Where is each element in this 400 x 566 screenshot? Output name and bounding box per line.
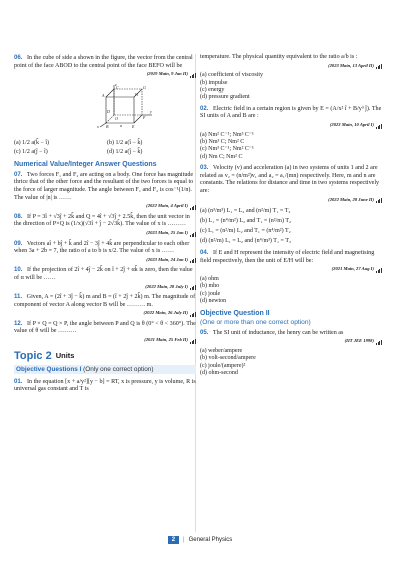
option-c[interactable]: (c) L₁ = (n²/m) L₂ and T₁ = (n⁴/m²) T₂ xyxy=(200,228,291,235)
question-02 xyxy=(200,105,382,129)
question-number: 05. xyxy=(200,328,209,336)
question-08 xyxy=(14,213,196,237)
question-source: (2019 Main, 9 Jan II) xyxy=(14,70,196,78)
left-column xyxy=(14,54,196,397)
question-07 xyxy=(14,171,196,210)
question-12 xyxy=(14,320,196,344)
difficulty-bars-icon xyxy=(376,196,382,204)
option-d[interactable]: (d) ohm-second xyxy=(200,370,238,376)
option-d[interactable]: (d) Nm C; Nm² C xyxy=(200,153,243,160)
vertex-label-a: A xyxy=(102,92,105,98)
question-text: If P = 3î + √3ĵ + 2k̂ and Q = 4î + √3ĵ + 2.5k̂, then the unit vector in the direction of P×Q is (1/x)(√3î + ĵ − 2√3k̂). The value of x is ……… xyxy=(14,213,190,228)
vertex-label-c: C xyxy=(116,84,119,90)
question-06 xyxy=(14,54,196,78)
option-d[interactable]: (d) newton xyxy=(200,298,227,305)
vertex-label-g: G xyxy=(143,84,146,90)
option-a[interactable]: (a) coefficient of viscosity xyxy=(200,72,264,79)
option-a[interactable]: (a) (n³/m³) L₁ = L₂ and (n²/m) T₁ = T₂ xyxy=(200,208,291,215)
vertex-label-d: D xyxy=(107,108,110,114)
question-number: 04. xyxy=(200,249,209,257)
options-05 xyxy=(200,348,382,378)
question-number: 06. xyxy=(14,54,23,61)
options-01 xyxy=(200,72,382,102)
axis-label-x: x xyxy=(97,123,99,129)
question-number: 03. xyxy=(200,164,209,172)
option-b[interactable]: (b) impulse xyxy=(200,79,228,86)
options-03 xyxy=(200,206,382,246)
question-text: temperature. The physical quantity equivalent to the ratio a/b is : xyxy=(200,54,358,60)
question-text: Two forces F₁ and F₂ are acting on a body. One force has magnitude thrice that of the other force and the resultant of the two forces is equal to the force of larger magnitude. The angle between F₁ and F₂ is cos⁻¹(1/n). The value of |n| is …… xyxy=(14,171,194,201)
question-source: (2022 Main, 4 April I) xyxy=(14,202,196,210)
question-source: (2023 Main, 13 April II) xyxy=(200,62,382,70)
option-b[interactable]: (b) mho xyxy=(200,283,220,290)
topic-label: Topic 2 xyxy=(14,349,52,362)
question-11 xyxy=(14,293,196,317)
question-05 xyxy=(200,329,382,345)
difficulty-bars-icon xyxy=(190,229,196,237)
vertex-label-b: B xyxy=(106,123,109,129)
option-d[interactable]: (d) (n²/m) L₁ = L₂ and (n⁴/m³) T₁ = T₂ xyxy=(200,238,292,245)
difficulty-bars-icon xyxy=(376,337,382,345)
question-04 xyxy=(200,249,382,273)
page-number: 2 xyxy=(168,536,179,544)
question-text: In the cube of side a shown in the figure, the vector from the central point of the face ABOD to the central point of the face BEFO will be xyxy=(14,55,193,69)
footer-title: General Physics xyxy=(188,537,233,543)
question-number: 12. xyxy=(14,319,23,327)
cube-diagram xyxy=(94,83,154,129)
question-text: If P × Q = Q × P, the angle between P and Q is θ (0° < θ < 360°). The value of θ will be ……… xyxy=(14,320,196,335)
question-text: Given, A = (2î + 3ĵ − k̂) m and B = (î + 2ĵ + 2k̂) m. The magnitude of component of vector A along vector B will be ……… m. xyxy=(14,294,196,308)
section-note: (One or more than one correct option) xyxy=(200,318,311,326)
option-b[interactable]: (b) 1/2 a(î − k̂) xyxy=(107,139,143,146)
option-a[interactable]: (a) Nm² C⁻¹; Nm³ C⁻¹ xyxy=(200,131,254,138)
question-text: If the projection of 2î + 4ĵ − 2k̂ on î + 2ĵ + αk̂ is zero, then the value of α will be …… xyxy=(14,267,193,281)
question-text: Velocity (v) and acceleration (a) in two systems of units 1 and 2 are related as v₂ = (n/m²)v₁ and a₂ = a₁/(mn) respectively. Here, m and n are constants. The relations for distance and time in two systems respectively are: xyxy=(200,165,380,194)
difficulty-bars-icon xyxy=(190,336,196,344)
option-b[interactable]: (b) L₁ = (n⁴/m²) L₂ and T₁ = (n²/m) T₂ xyxy=(200,218,292,225)
vertex-label-e: E xyxy=(132,123,135,129)
question-number: 02. xyxy=(200,104,209,112)
option-a[interactable]: (a) 1/2 a(k̂ − î) xyxy=(14,139,50,146)
vertex-label-o: O xyxy=(115,115,118,121)
difficulty-bars-icon xyxy=(376,121,382,129)
question-source: (IIT JEE 1998) xyxy=(200,337,382,345)
difficulty-bars-icon xyxy=(190,283,196,291)
vertex-label-f: F xyxy=(143,114,146,120)
question-03 xyxy=(200,164,382,203)
difficulty-bars-icon xyxy=(376,62,382,70)
question-number: 08. xyxy=(14,212,23,220)
question-source: (2022 Main, 26 July II) xyxy=(14,309,196,317)
side-label-a: a xyxy=(120,122,122,128)
section-note: (Only one correct option) xyxy=(83,365,154,373)
vertex-label-h: H xyxy=(135,91,138,97)
footer-separator: | xyxy=(183,537,185,543)
topic-heading xyxy=(14,350,196,362)
question-text: In the equation [x + a/y²][y − b] = RT, x is pressure, y is volume, R is universal gas constant and T is xyxy=(14,378,196,393)
question-09 xyxy=(14,240,196,264)
question-number: 10. xyxy=(14,266,23,274)
question-number: 01. xyxy=(14,377,23,385)
axis-label-y: y xyxy=(150,108,152,114)
question-source: (2023 Main, 10 April I) xyxy=(200,121,382,129)
question-number: 09. xyxy=(14,239,23,247)
question-01 xyxy=(14,378,196,394)
difficulty-bars-icon xyxy=(190,309,196,317)
question-text: If E and H represent the intensity of electric field and magnetising field respectively, then the unit of E/H will be: xyxy=(200,250,375,264)
question-text: The SI unit of inductance, the henry can be written as xyxy=(212,329,344,336)
question-10 xyxy=(14,266,196,290)
question-source: (2021 Main, 25 Feb II) xyxy=(14,336,196,344)
options-06 xyxy=(14,139,196,157)
options-02 xyxy=(200,132,382,162)
option-d[interactable]: (d) 1/2 a(ĵ − k̂) xyxy=(107,148,143,155)
difficulty-bars-icon xyxy=(190,202,196,210)
difficulty-bars-icon xyxy=(190,70,196,78)
question-source: (2022 Main, 28 June II) xyxy=(200,196,382,204)
option-c[interactable]: (c) joule/(ampere)² xyxy=(200,362,246,369)
right-column xyxy=(200,54,382,380)
question-text: Electric field in a certain region is given by E = (A/x² î + B/y³ ĵ). The SI units of A and B are : xyxy=(200,105,382,120)
page-footer xyxy=(0,536,400,544)
question-text: Vectors aî + bĵ + k̂ and 2î − 3ĵ + 4k̂ are perpendicular to each other when 3a + 2b = 7, the ratio of a to b is x/2. The value of x is …… xyxy=(14,240,190,255)
question-source: (2023 Main, 24 Jan I) xyxy=(14,256,196,264)
question-number: 07. xyxy=(14,170,23,178)
section-heading-objective-2: Objective Question II xyxy=(200,309,270,317)
options-04 xyxy=(200,276,382,306)
question-01-continued xyxy=(200,54,382,69)
option-c[interactable]: (c) Nm³ C⁻¹; Nm² C⁻¹ xyxy=(200,146,254,153)
difficulty-bars-icon xyxy=(190,256,196,264)
section-heading-objective-1: Objective Questions I (Only one correct option) xyxy=(14,365,196,374)
question-source: (2022 Main, 28 July I) xyxy=(14,283,196,291)
topic-name: Units xyxy=(55,351,75,361)
option-b[interactable]: (b) Nm³ C; Nm² C xyxy=(200,139,245,145)
option-a[interactable]: (a) ohm xyxy=(200,275,219,282)
option-c[interactable]: (c) energy xyxy=(200,87,225,93)
question-source: (2021 Main, 27 Aug I) xyxy=(200,265,382,273)
option-c[interactable]: (c) joule xyxy=(200,290,221,297)
question-source: (2023 Main, 25 Jan I) xyxy=(14,229,196,237)
option-b[interactable]: (b) volt-second/ampere xyxy=(200,355,256,362)
option-d[interactable]: (d) pressure gradient xyxy=(200,94,250,101)
option-c[interactable]: (c) 1/2 a(ĵ − î) xyxy=(14,148,48,155)
difficulty-bars-icon xyxy=(376,265,382,273)
option-a[interactable]: (a) weber/ampere xyxy=(200,347,243,354)
question-number: 11. xyxy=(14,293,23,301)
axis-label-z: z xyxy=(115,82,117,87)
section-heading-numerical: Numerical Value/Integer Answer Questions xyxy=(14,160,157,168)
